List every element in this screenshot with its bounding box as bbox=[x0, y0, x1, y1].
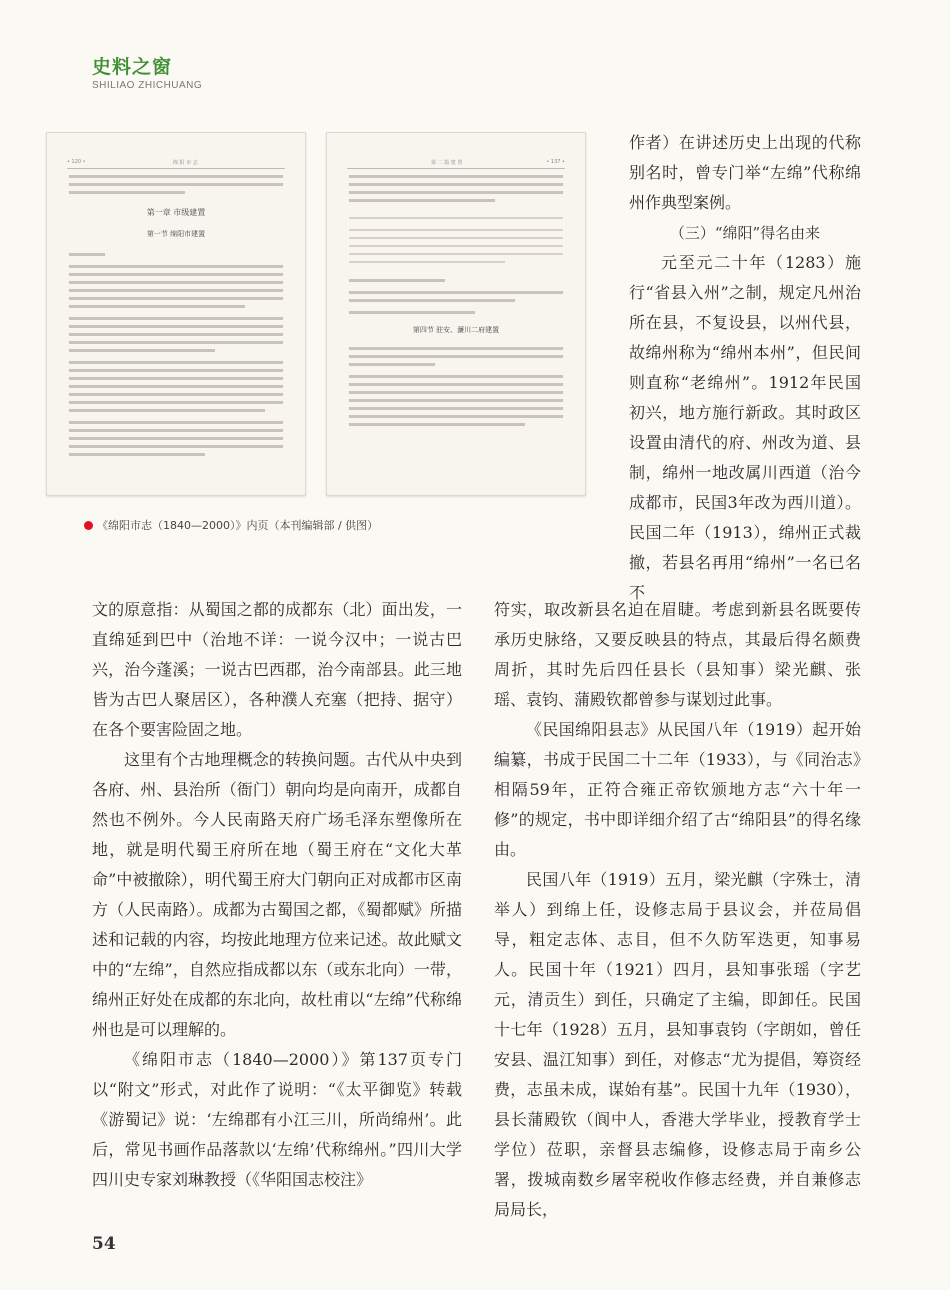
photo-chapter-title: 第一章 市级建置 bbox=[146, 208, 206, 217]
paragraph: 符实，取改新县名迫在眉睫。考虑到新县名既要传承历史脉络，又要反映县的特点，其最后得名颇费周折，其时先后四任县长（县知事）梁光麒、张瑶、袁钧、蒲殿钦都曾参与谋划过此事。 bbox=[494, 600, 861, 709]
paragraph: 《绵阳市志（1840—2000）》第137页专门以“附文”形式，对此作了说明：“《太平御览》转载《游蜀记》说：‘左绵郡有小江三川，所尚绵州’。此后，常见书画作品落款以‘左绵’代称绵州。”四川大学四川史专家刘琳教授（《华阳国志校注》 bbox=[92, 1050, 462, 1189]
paragraph: 《民国绵阳县志》从民国八年（1919）起开始编纂，书成于民国二十二年（1933），与《同治志》相隔59年，正符合雍正帝钦颁地方志“六十年一修”的规定，书中即详细介绍了古“绵阳县”的得名缘由。 bbox=[494, 720, 861, 859]
right-column bbox=[494, 595, 861, 1225]
subheading: （三）“绵阳”得名由来 bbox=[669, 224, 821, 242]
book-page-photo-left bbox=[46, 132, 306, 496]
photo-caption bbox=[84, 517, 378, 533]
photo-book-title: 第 二 篇 建 置 bbox=[431, 160, 463, 166]
paragraph: 民国八年（1919）五月，梁光麒（字殊士，清举人）到绵上任，设修志局于县议会，并莅局倡导，粗定志体、志目，但不久防军迭更，知事易人。民国十年（1921）四月，县知事张瑶（字艺元，清贡生）到任，只确定了主编，即卸任。民国十七年（1928）五月，县知事袁钧（字朗如，曾任安县、温江知事）到任，对修志“尤为提倡，筹资经费，志虽未成，谋始有基”。民国十九年（1930），县长蒲殿钦（阆中人，香港大学毕业，授教育学士学位）莅职，亲督县志编修，设修志局于南乡公署，拨城南数乡屠宰税收作修志经费，并自兼修志局局长， bbox=[494, 870, 861, 1219]
paragraph: 这里有个古地理概念的转换问题。古代从中央到各府、州、县治所（衙门）朝向均是向南开，成都自然也不例外。今人民南路天府广场毛泽东塑像所在地，就是明代蜀王府所在地（蜀王府在“文化大革命”中被撤除），明代蜀王府大门朝向正对成都市区南方（人民南路）。成都为古蜀国之都，《蜀都赋》所描述和记载的内容，均按此地理方位来记述。故此赋文中的“左绵”，自然应指成都以东（或东北向）一带，绵州正好处在成都的东北向，故杜甫以“左绵”代称绵州也是可以理解的。 bbox=[92, 750, 462, 1039]
bullet-icon bbox=[84, 521, 93, 530]
photo-page-number: • 137 • bbox=[546, 159, 565, 165]
photo-page-header bbox=[347, 159, 565, 169]
paragraph: 元至元二十年（1283）施行“省县入州”之制，规定凡州治所在县，不复设县，以州代县，故绵州称为“绵州本州”，但民间则直称“老绵州”。1912年民国初兴，地方施行新政。其时政区设置由清代的府、州改为道、县制，绵州一地改属川西道（治今成都市，民国3年改为西川道）。民国二年（1913），绵州正式裁撤，若县名再用“绵州”一名已名不 bbox=[629, 253, 861, 602]
paragraph: 作者）在讲述历史上出现的代称别名时，曾专门举“左绵”代称绵州作典型案例。 bbox=[629, 133, 861, 212]
photo-book-title: 绵 阳 市 志 bbox=[172, 160, 198, 166]
section-title: 史料之窗 bbox=[92, 56, 173, 78]
paragraph: 文的原意指：从蜀国之都的成都东（北）面出发，一直绵延到巴中（治地不详：一说今汉中；一说古巴兴，治今蓬溪；一说古巴西郡，治今南部县。此三地皆为古巴人聚居区），各种濮人充塞（把持、据守）在各个要害险固之地。 bbox=[92, 600, 462, 739]
page-number: 54 bbox=[92, 1234, 116, 1254]
photo-page-number: • 120 • bbox=[67, 159, 86, 165]
left-column bbox=[92, 595, 462, 1195]
photo-page-header bbox=[67, 159, 285, 169]
right-top-column bbox=[629, 128, 861, 608]
caption-text: 《绵阳市志（1840—2000）》内页（本刊编辑部 / 供图） bbox=[97, 519, 379, 532]
section-subtitle: SHILIAO ZHICHUANG bbox=[92, 80, 203, 91]
photo-section-title: 第四节 驻安、濂川二府建置 bbox=[412, 326, 500, 334]
section-header bbox=[92, 52, 202, 91]
photo-section-title: 第一节 绵阳市建置 bbox=[146, 230, 206, 238]
book-page-photo-right bbox=[326, 132, 586, 496]
